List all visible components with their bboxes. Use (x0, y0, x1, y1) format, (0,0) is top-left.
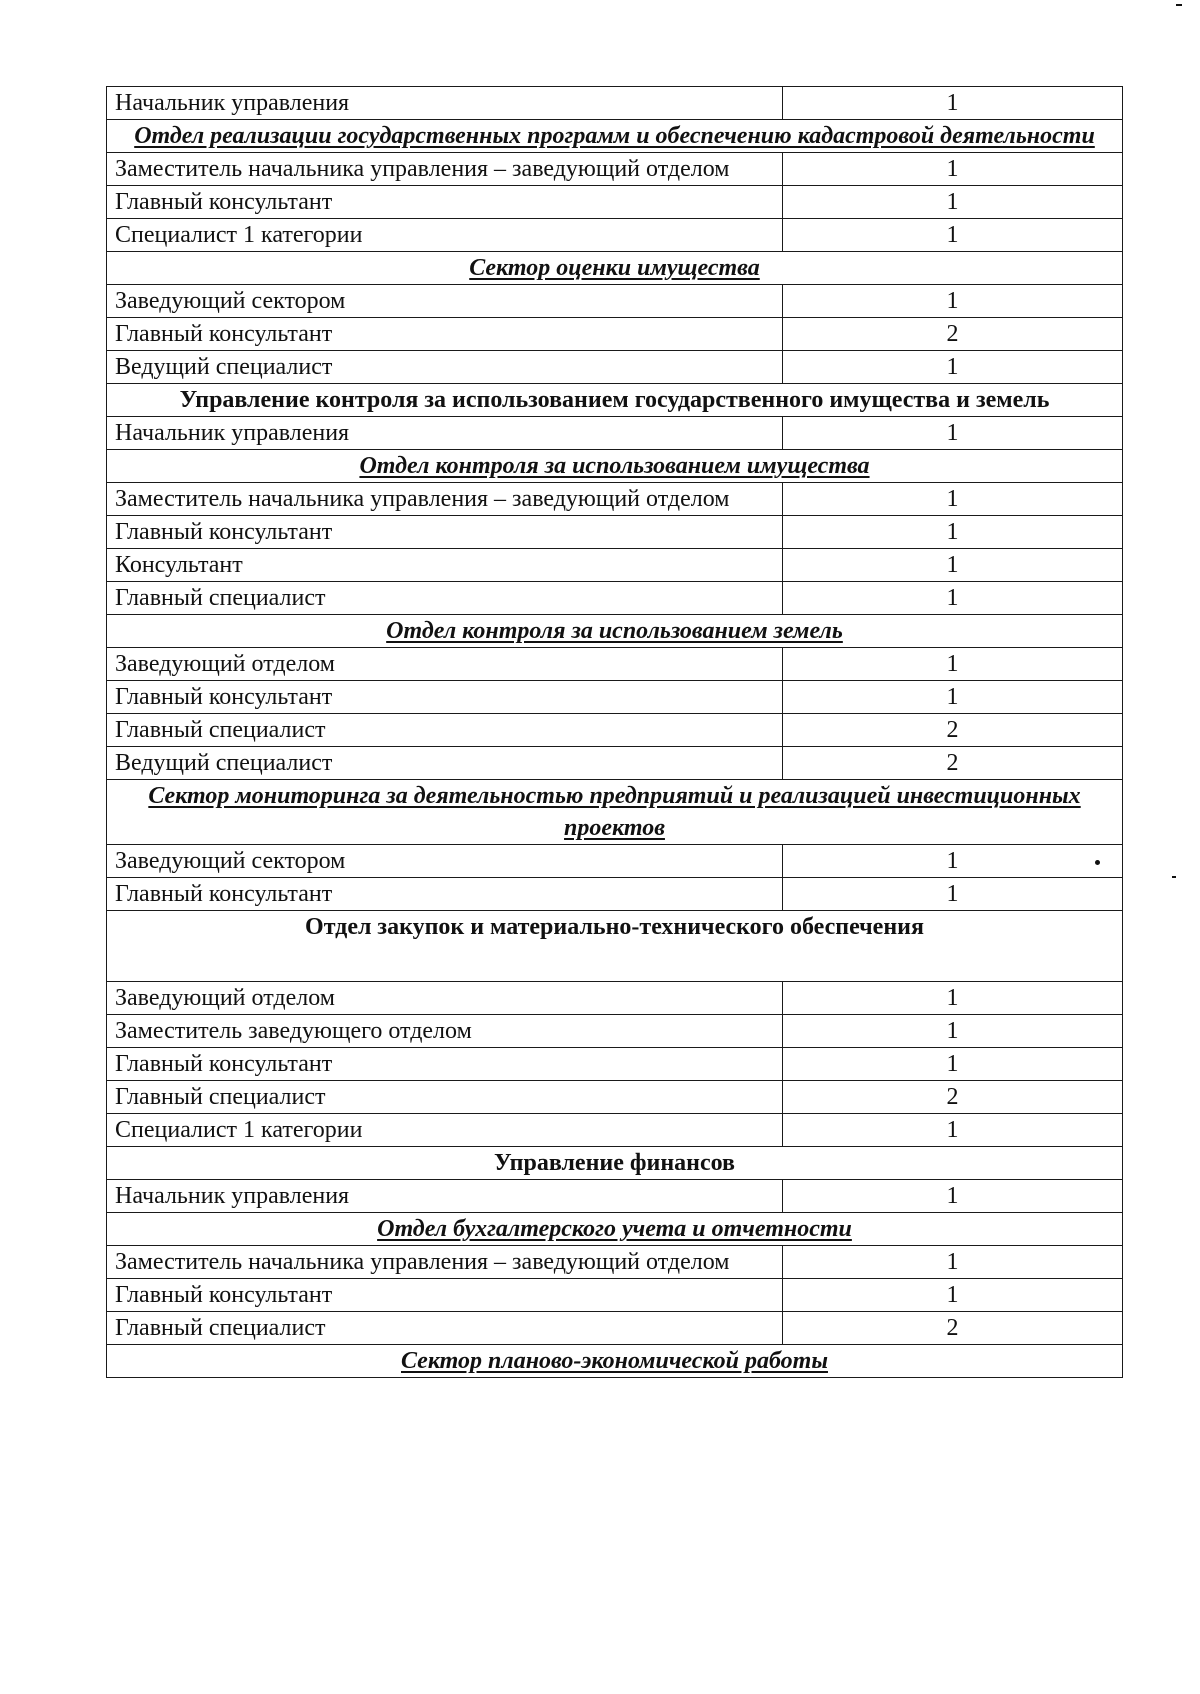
section-header-row (107, 615, 1123, 648)
section-header-row (107, 1213, 1123, 1246)
position-count: 1 (783, 681, 1123, 714)
section-header-row (107, 780, 1123, 845)
section-header-row (107, 1147, 1123, 1180)
position-count: 1 (783, 219, 1123, 252)
position-count: 1 (783, 1279, 1123, 1312)
section-title: Управление финансов (494, 1150, 735, 1176)
table-row (107, 747, 1123, 780)
section-title: Отдел бухгалтерского учета и отчетности (377, 1216, 852, 1242)
section-header-row (107, 450, 1123, 483)
table-row (107, 714, 1123, 747)
position-title: Заместитель заведующего отделом (107, 1015, 783, 1048)
table-row (107, 1081, 1123, 1114)
position-count: 2 (783, 318, 1123, 351)
table-row (107, 285, 1123, 318)
table-row (107, 219, 1123, 252)
position-title: Заместитель начальника управления – заведующий отделом (107, 153, 783, 186)
section-header-cell (107, 120, 1123, 153)
position-count: 1 (783, 878, 1123, 911)
staffing-table (106, 86, 1123, 1378)
scan-speck (1172, 876, 1176, 878)
table-row (107, 878, 1123, 911)
table-row (107, 1246, 1123, 1279)
position-count: 1 (783, 516, 1123, 549)
table-row (107, 153, 1123, 186)
position-count: 1 (783, 549, 1123, 582)
scan-speck (1176, 4, 1182, 6)
position-title: Заместитель начальника управления – заведующий отделом (107, 1246, 783, 1279)
position-title: Начальник управления (107, 1180, 783, 1213)
section-header-row (107, 120, 1123, 153)
section-title: Управление контроля за использованием государственного имущества и земель (179, 387, 1050, 413)
section-title: Сектор мониторинга за деятельностью предприятий и реализацией инвестиционных проектов (148, 783, 1081, 841)
position-title: Ведущий специалист (107, 351, 783, 384)
position-title: Заместитель начальника управления – заведующий отделом (107, 483, 783, 516)
position-title: Главный консультант (107, 318, 783, 351)
position-count: 1 (783, 1114, 1123, 1147)
position-count: 1 (783, 648, 1123, 681)
position-title: Начальник управления (107, 87, 783, 120)
section-header-row (107, 252, 1123, 285)
position-count: 1 (783, 186, 1123, 219)
table-row (107, 549, 1123, 582)
position-count: 2 (783, 1312, 1123, 1345)
position-title: Ведущий специалист (107, 747, 783, 780)
position-title: Главный консультант (107, 681, 783, 714)
position-count: 1 (783, 1180, 1123, 1213)
position-title: Главный специалист (107, 714, 783, 747)
table-row (107, 417, 1123, 450)
position-title: Главный консультант (107, 878, 783, 911)
section-header-cell (107, 252, 1123, 285)
section-title: Сектор оценки имущества (469, 255, 760, 281)
position-count: 1 (783, 1048, 1123, 1081)
section-header-row (107, 1345, 1123, 1378)
section-title: Отдел реализации государственных программ и обеспечению кадастровой деятельности (134, 123, 1095, 149)
position-count: 1 (783, 285, 1123, 318)
section-header-cell (107, 1147, 1123, 1180)
section-header-cell (107, 384, 1123, 417)
section-title: Отдел закупок и материально-технического обеспечения (305, 914, 924, 940)
position-title: Главный консультант (107, 186, 783, 219)
table-row (107, 1114, 1123, 1147)
position-count: 1 (783, 153, 1123, 186)
position-title: Главный консультант (107, 516, 783, 549)
section-header-cell (107, 1213, 1123, 1246)
position-count: 1 (783, 1246, 1123, 1279)
table-row (107, 186, 1123, 219)
position-title: Начальник управления (107, 417, 783, 450)
table-row (107, 982, 1123, 1015)
section-header-cell (107, 1345, 1123, 1378)
position-count: 1 (783, 1015, 1123, 1048)
table-row (107, 1312, 1123, 1345)
position-title: Заведующий сектором (107, 285, 783, 318)
table-row (107, 845, 1123, 878)
table-row (107, 87, 1123, 120)
section-title: Сектор планово-экономической работы (401, 1348, 828, 1374)
position-title: Специалист 1 категории (107, 219, 783, 252)
position-count: 1 (783, 982, 1123, 1015)
position-count: 2 (783, 714, 1123, 747)
position-title: Главный консультант (107, 1279, 783, 1312)
table-row (107, 648, 1123, 681)
section-title: Отдел контроля за использованием земель (386, 618, 843, 644)
position-title: Заведующий отделом (107, 648, 783, 681)
table-row (107, 1279, 1123, 1312)
section-header-row (107, 384, 1123, 417)
position-title: Главный специалист (107, 1081, 783, 1114)
position-title: Главный консультант (107, 1048, 783, 1081)
section-title: Отдел контроля за использованием имущества (359, 453, 870, 479)
position-title: Заведующий отделом (107, 982, 783, 1015)
position-count: 1 (783, 582, 1123, 615)
position-title: Специалист 1 категории (107, 1114, 783, 1147)
table-row (107, 582, 1123, 615)
position-title: Консультант (107, 549, 783, 582)
table-row (107, 1180, 1123, 1213)
table-row (107, 681, 1123, 714)
position-count: 2 (783, 747, 1123, 780)
position-count: 1 (783, 483, 1123, 516)
position-title: Заведующий сектором (107, 845, 783, 878)
section-header-row (107, 911, 1123, 982)
table-row (107, 351, 1123, 384)
position-count: 1 (783, 417, 1123, 450)
section-header-cell (107, 615, 1123, 648)
position-count: 1 (783, 845, 1123, 878)
section-header-cell (107, 450, 1123, 483)
staffing-table-body (107, 87, 1123, 1378)
position-count: 1 (783, 87, 1123, 120)
table-row (107, 516, 1123, 549)
table-row (107, 1015, 1123, 1048)
position-title: Главный специалист (107, 1312, 783, 1345)
table-row (107, 318, 1123, 351)
table-row (107, 1048, 1123, 1081)
scan-speck (1095, 860, 1100, 865)
section-header-cell (107, 911, 1123, 982)
position-title: Главный специалист (107, 582, 783, 615)
section-header-cell (107, 780, 1123, 845)
table-row (107, 483, 1123, 516)
position-count: 2 (783, 1081, 1123, 1114)
position-count: 1 (783, 351, 1123, 384)
